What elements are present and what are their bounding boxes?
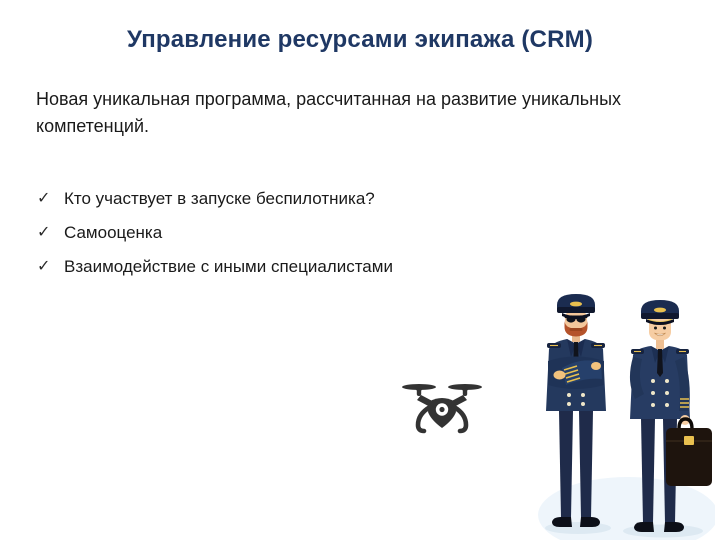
bullet-text: Взаимодействие с иными специалистами: [64, 257, 393, 276]
checkmark-icon: ✓: [37, 224, 51, 241]
bullet-text: Самооценка: [64, 223, 163, 242]
checkmark-icon: ✓: [37, 258, 51, 275]
bullet-list: [37, 189, 393, 291]
bullet-item: [37, 257, 393, 277]
drone-icon: [396, 378, 488, 440]
checkmark-icon: ✓: [37, 190, 51, 207]
pilots-illustration: [533, 289, 715, 540]
bullet-item: [37, 189, 393, 209]
intro-paragraph: Новая уникальная программа, рассчитанная на развитие уникальных компетенций.: [36, 89, 622, 136]
bullet-text: Кто участвует в запуске беспилотника?: [64, 189, 375, 208]
bullet-item: [37, 223, 393, 243]
slide-title: Управление ресурсами экипажа (CRM): [126, 26, 594, 53]
